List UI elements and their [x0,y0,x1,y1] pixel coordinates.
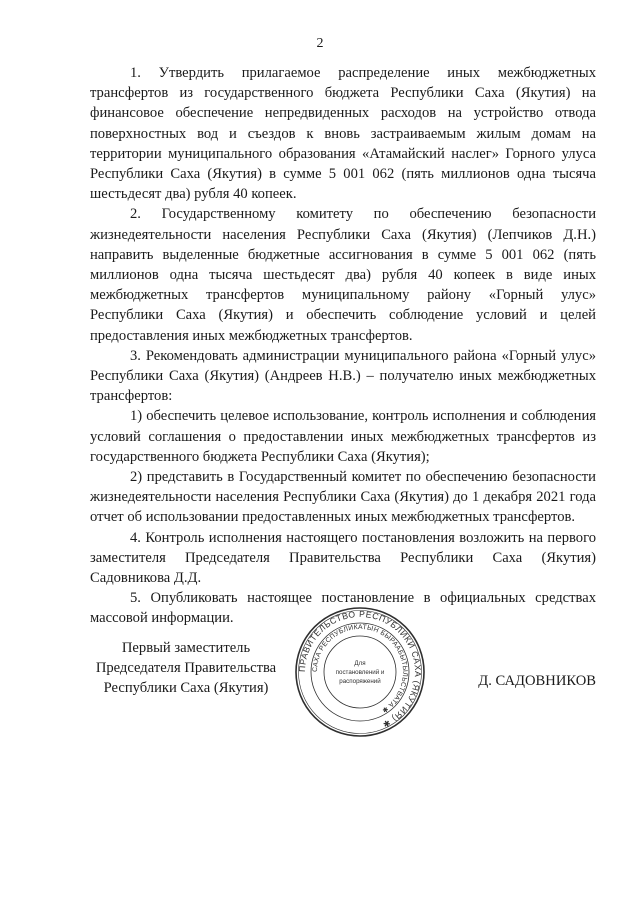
signatory-title-line: Республики Саха (Якутия) [103,680,269,696]
paragraph-2: 2. Государственному комитету по обеспечению безопасности жизнедеятельности населения Республики Саха (Якутия) (Лепчиков Д.Н.) направить выделенные бюджетные ассигнования в сумме 5 001 062 (пять миллионов одна тысяча шестьдесят два) рубля 40 копеек в виде иных межбюджетных трансфертов муниципальному району «Горный улус» Республики Саха (Якутия) и обеспечить соблюдение условий и целей предоставления иных межбюджетных трансфертов. [90,206,596,344]
seal-center-line: Для [354,660,366,667]
paragraph-3-item-1: 1) обеспечить целевое использование, контроль исполнения и соблюдения условий соглашения о предоставлении иных межбюджетных трансфертов из государственного бюджета Республики Саха (Якутия); [90,408,596,465]
seal-graphic [293,605,427,739]
seal-center-line: постановлений и [335,669,385,676]
paragraph-3: 3. Рекомендовать администрации муниципального района «Горный улус» Республики Саха (Якутия) (Андреев Н.В.) – получателю иных межбюджетных трансфертов: [90,347,596,405]
paragraph-3-item-2: 2) представить в Государственный комитет по обеспечению безопасности жизнедеятельности населения Республики Саха (Якутия) до 1 декабря 2021 года отчет об использовании предоставленных иных межбюджетных трансфертов. [90,469,596,526]
signatory-title-line: Председателя Правительства [95,660,277,676]
signatory-name: Д. САДОВНИКОВ [478,673,596,689]
paragraph-5: 5. Опубликовать настоящее постановление в официальных средствах массовой информации. [90,590,596,627]
signatory-title-line: Первый заместитель [121,640,251,656]
paragraph-1: 1. Утвердить прилагаемое распределение иных межбюджетных трансфертов из государственного бюджета Республики Саха (Якутия) на финансовое обеспечение непредвиденных расходов на устройство отвода поверхностных вод и съездов к вновь застраиваемым жилым домам на территории муниципального образования «Атамайский наслег» Горного улуса Республики Саха (Якутия) в сумме 5 001 062 (пять миллионов одна тысяча шестьдесят два) рубля 40 копеек. [90,65,596,203]
page-number: 2 [316,36,324,51]
official-seal [293,605,427,739]
signatory-title [86,638,286,698]
seal-inner-text: САХА РЕСПУБЛИКАТЫН БЫРААБЫТЫЛЬСТВАТА ✱ [311,623,409,714]
seal-center-line: распоряжений [339,678,381,685]
paragraph-4: 4. Контроль исполнения настоящего постановления возложить на первого заместителя Председателя Правительства Республики Саха (Якутия) Садовникова Д.Д. [90,529,596,587]
document-body [90,63,596,629]
seal-outer-text: ПРАВИТЕЛЬСТВО РЕСПУБЛИКИ САХА (ЯКУТИЯ) ✱ [296,608,424,730]
